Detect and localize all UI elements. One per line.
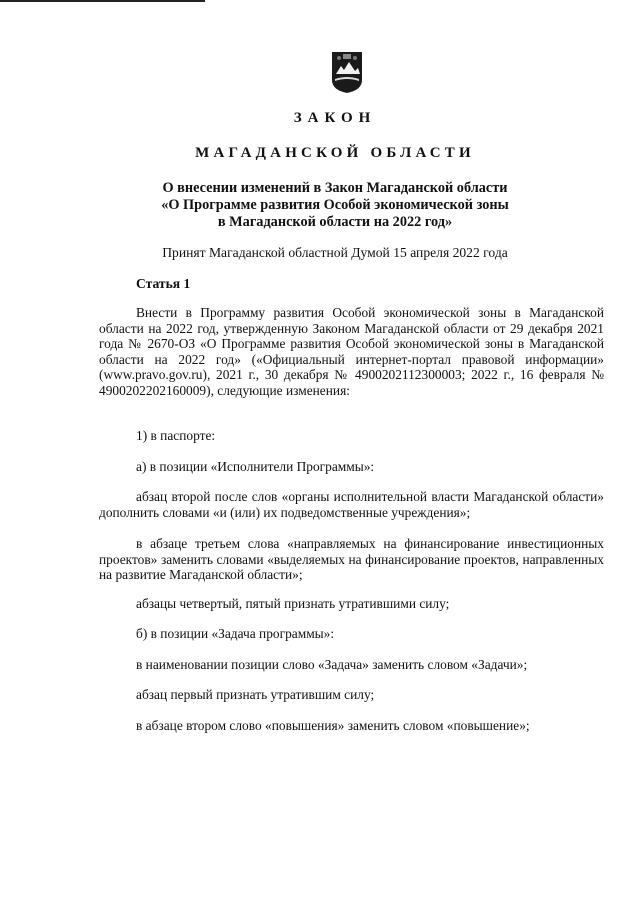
amendment-paragraph: абзацы четвертый, пятый признать утратившими силу; xyxy=(136,596,450,611)
coat-of-arms-icon xyxy=(330,50,364,94)
amendment-paragraph: в наименовании позиции слово «Задача» заменить словом «Задачи»; xyxy=(136,657,528,672)
law-subtitle xyxy=(100,180,570,231)
subtitle-line: в Магаданской области на 2022 год» xyxy=(217,214,453,230)
subtitle-line: «О Программе развития Особой экономической зоны xyxy=(161,197,509,213)
amendment-paragraph: а) в позиции «Исполнители Программы»: xyxy=(136,459,375,474)
top-edge-line xyxy=(0,0,205,2)
subtitle-line: О внесении изменений в Закон Магаданской области xyxy=(162,180,508,196)
amendment-paragraph: абзац первый признать утратившим силу; xyxy=(136,687,375,702)
amendment-paragraph: в абзаце третьем слова «направляемых на финансирование инвестиционных проектов» заменить словами «выделяемых на финансирование проектов, направленных на развитие Магаданской области»; xyxy=(99,536,604,583)
article-intro-paragraph: Внести в Программу развития Особой экономической зоны в Магаданской области на 2022 год, утвержденную Законом Магаданской области от 29 декабря 2021 года № 2670-ОЗ «О Программе развития Особой экономической зоны в Магаданской области на 2022 год» («Официальный интернет-портал правовой информации» (www.pravo.gov.ru), 2021 г., 30 декабря № 4900202112300003; 2022 г., 16 февраля № 4900202202160009), следующие изменения: xyxy=(99,305,604,398)
amendment-paragraph: абзац второй после слов «органы исполнительной власти Магаданской области» дополнить словами «и (или) их подведомственные учреждения»; xyxy=(99,489,604,520)
amendment-paragraph: в абзаце втором слово «повышения» заменить словом «повышение»; xyxy=(136,718,530,733)
document-title: ЗАКОН xyxy=(293,110,377,126)
article-heading: Статья 1 xyxy=(136,276,191,291)
region-title: МАГАДАНСКОЙ ОБЛАСТИ xyxy=(195,145,475,161)
adoption-line: Принят Магаданской областной Думой 15 апреля 2022 года xyxy=(162,245,508,260)
amendment-paragraph: 1) в паспорте: xyxy=(136,428,216,443)
amendment-paragraph: б) в позиции «Задача программы»: xyxy=(136,626,335,641)
